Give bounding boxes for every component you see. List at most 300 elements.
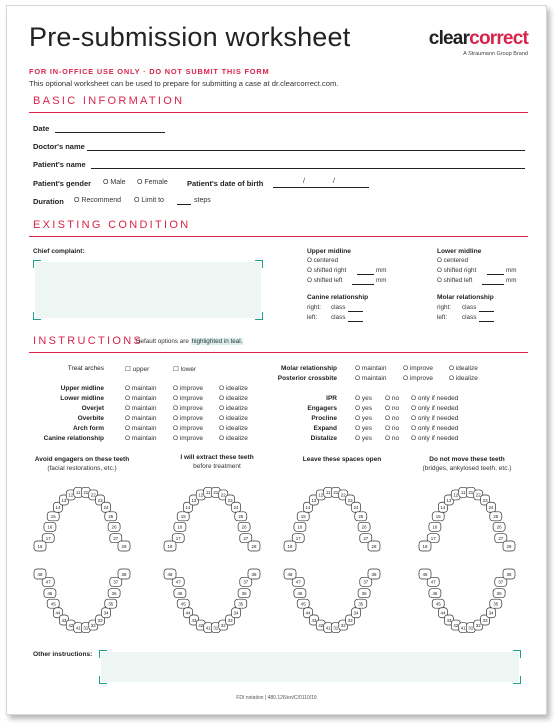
tooth-number: 35	[358, 601, 364, 607]
chart1-title: Avoid engagers on these teeth	[34, 456, 130, 463]
tooth-number: 11	[205, 490, 211, 496]
lower-left-mm: mm	[506, 277, 517, 284]
tooth-number: 44	[55, 610, 61, 616]
molar-improve-radio[interactable]: O improve	[403, 365, 433, 372]
tooth-number: 14	[305, 505, 311, 511]
tooth-number: 47	[295, 579, 301, 585]
tooth-number: 28	[121, 543, 127, 549]
tooth-46[interactable]	[429, 589, 441, 598]
tooth-number: 42	[198, 622, 204, 628]
tooth-number: 21	[468, 490, 474, 496]
chief-complaint-label: Chief complaint:	[33, 248, 85, 255]
tooth-number: 34	[233, 610, 239, 616]
posterior-crossbite-label: Posterior crossbite	[277, 375, 337, 382]
tooth-24[interactable]	[102, 502, 111, 512]
tooth-number: 47	[175, 579, 181, 585]
tooth-48[interactable]	[34, 569, 46, 579]
no-radio[interactable]: O no	[385, 395, 400, 402]
tooth-number: 43	[191, 617, 197, 623]
tooth-number: 32	[475, 622, 481, 628]
molar-relationship-heading: Molar relationship	[437, 294, 494, 301]
tooth-45[interactable]	[177, 599, 189, 608]
tooth-number: 45	[180, 601, 186, 607]
tooth-number: 14	[185, 505, 191, 511]
gender-male-radio[interactable]: O Male	[103, 179, 126, 186]
yes-radio[interactable]: O yes	[355, 395, 372, 402]
lower-left-mm-field[interactable]	[482, 284, 504, 285]
tooth-number: 46	[432, 590, 438, 596]
canine-left-class: class	[331, 314, 346, 321]
tooth-number: 18	[167, 543, 173, 549]
tooth-number: 46	[177, 590, 183, 596]
no-radio[interactable]: O no	[385, 415, 400, 422]
dob-slash-2: /	[333, 178, 335, 185]
tooth-number: 33	[482, 617, 488, 623]
tooth-number: 26	[111, 524, 117, 530]
tooth-number: 42	[318, 622, 324, 628]
tooth-36[interactable]	[108, 589, 120, 598]
molar-left-class: class	[462, 314, 477, 321]
tooth-36[interactable]	[493, 589, 505, 598]
tooth-number: 22	[220, 492, 226, 498]
tooth-number: 23	[97, 497, 103, 503]
tooth-number: 27	[243, 535, 249, 541]
tooth-28[interactable]	[118, 541, 130, 551]
doctor-name-label: Doctor's name	[33, 142, 85, 151]
tooth-15[interactable]	[177, 512, 189, 521]
molar-left-label: left:	[437, 314, 448, 321]
chart2-title: I will extract these teeth	[180, 454, 254, 461]
canine-right-class: class	[331, 304, 346, 311]
tooth-number: 31	[83, 625, 89, 631]
chart2-subtitle: before treatment	[193, 463, 241, 470]
yes-radio[interactable]: O yes	[355, 435, 372, 442]
upper-right-mm-field[interactable]	[357, 274, 374, 275]
tooth-number: 31	[468, 625, 474, 631]
instructions-heading: INSTRUCTIONS	[33, 335, 144, 347]
molar-right-field[interactable]	[479, 311, 494, 312]
tooth-24[interactable]	[352, 502, 361, 512]
tooth-number: 38	[371, 571, 377, 577]
left-row-label: Upper midline	[60, 385, 104, 392]
tooth-number: 48	[287, 571, 293, 577]
tooth-number: 37	[113, 579, 119, 585]
maintain-radio[interactable]: O maintain	[125, 395, 157, 402]
tooth-number: 33	[347, 617, 353, 623]
tooth-number: 35	[108, 601, 114, 607]
tooth-number: 47	[45, 579, 51, 585]
tooth-38[interactable]	[368, 569, 380, 579]
tooth-34[interactable]	[352, 608, 361, 618]
tooth-15[interactable]	[47, 512, 59, 521]
tooth-number: 27	[498, 535, 504, 541]
other-instructions-label: Other instructions:	[33, 651, 93, 658]
tooth-number: 21	[333, 490, 339, 496]
tooth-number: 22	[475, 492, 481, 498]
left-row-label: Canine relationship	[43, 435, 104, 442]
left-row-label: Lower midline	[60, 395, 104, 402]
instructions-note-text: Default options are	[136, 338, 191, 345]
treat-arches-label: Treat arches	[67, 365, 104, 372]
tooth-34[interactable]	[487, 608, 496, 618]
duration-steps-label: steps	[194, 197, 211, 204]
tooth-number: 37	[363, 579, 369, 585]
tooth-number: 43	[311, 617, 317, 623]
tooth-number: 16	[177, 524, 183, 530]
tooth-number: 18	[287, 543, 293, 549]
tooth-38[interactable]	[248, 569, 260, 579]
tooth-number: 25	[358, 514, 364, 520]
tooth-number: 17	[295, 535, 301, 541]
tooth-number: 48	[167, 571, 173, 577]
tooth-number: 12	[453, 492, 459, 498]
tooth-number: 36	[361, 590, 367, 596]
improve-radio[interactable]: O improve	[173, 385, 203, 392]
tooth-number: 28	[506, 543, 512, 549]
chart1-caption	[27, 455, 137, 473]
date-label: Date	[33, 124, 50, 133]
tooth-25[interactable]	[105, 512, 117, 521]
posterior-maintain-radio[interactable]: O maintain	[355, 375, 387, 382]
chart4-subtitle: (bridges, ankylosed teeth, etc.)	[422, 465, 512, 472]
chart3-caption	[287, 455, 397, 464]
tooth-25[interactable]	[355, 512, 367, 521]
tooth-number: 16	[47, 524, 53, 530]
only-radio[interactable]: O only if needed	[411, 425, 459, 432]
tooth-45[interactable]	[297, 599, 309, 608]
tooth-chart-1	[27, 480, 137, 640]
tooth-number: 41	[75, 625, 81, 631]
duration-label: Duration	[33, 197, 64, 206]
idealize-radio[interactable]: O idealize	[219, 385, 248, 392]
tooth-number: 38	[506, 571, 512, 577]
tooth-number: 24	[488, 505, 494, 511]
patient-gender-label: Patient's gender	[33, 179, 92, 188]
maintain-radio[interactable]: O maintain	[125, 405, 157, 412]
tooth-number: 11	[460, 490, 466, 496]
tooth-number: 48	[37, 571, 43, 577]
tooth-chart-2	[157, 480, 267, 640]
improve-radio[interactable]: O improve	[173, 405, 203, 412]
improve-radio[interactable]: O improve	[173, 435, 203, 442]
doctor-name-field[interactable]	[87, 150, 525, 151]
tooth-number: 14	[440, 505, 446, 511]
right-row-label: Distalize	[310, 435, 337, 442]
duration-recommend-radio[interactable]: O Recommend	[74, 197, 122, 204]
treat-lower-checkbox[interactable]: ☐ lower	[173, 366, 197, 373]
chief-complaint-box[interactable]	[35, 262, 261, 318]
yes-radio[interactable]: O yes	[355, 405, 372, 412]
tooth-36[interactable]	[358, 589, 370, 598]
tooth-18[interactable]	[284, 541, 296, 551]
improve-radio[interactable]: O improve	[173, 425, 203, 432]
tooth-number: 42	[453, 622, 459, 628]
molar-instruction-label: Molar relationship	[281, 365, 337, 372]
tooth-35[interactable]	[355, 599, 367, 608]
tooth-26[interactable]	[358, 522, 370, 531]
treat-upper-checkbox[interactable]: ☐ upper	[125, 366, 150, 373]
patient-name-label: Patient's name	[33, 160, 86, 169]
tooth-number: 34	[353, 610, 359, 616]
instructions-note	[136, 338, 243, 345]
tooth-16[interactable]	[294, 522, 306, 531]
idealize-radio[interactable]: O idealize	[219, 405, 248, 412]
tooth-number: 21	[83, 490, 89, 496]
posterior-idealize-radio[interactable]: O idealize	[449, 375, 478, 382]
tooth-28[interactable]	[503, 541, 515, 551]
tooth-46[interactable]	[174, 589, 186, 598]
lower-shifted-right-radio[interactable]: O shifted right	[437, 267, 477, 274]
tooth-35[interactable]	[105, 599, 117, 608]
tooth-number: 47	[430, 579, 436, 585]
tooth-number: 23	[227, 497, 233, 503]
tooth-45[interactable]	[47, 599, 59, 608]
tooth-number: 12	[318, 492, 324, 498]
tooth-number: 46	[47, 590, 53, 596]
tooth-number: 37	[498, 579, 504, 585]
logo-word-2: correct	[469, 28, 528, 49]
tooth-number: 31	[333, 625, 339, 631]
idealize-radio[interactable]: O idealize	[219, 425, 248, 432]
canine-left-label: left:	[307, 314, 318, 321]
tooth-16[interactable]	[44, 522, 56, 531]
logo-subtitle: A Straumann Group Brand	[463, 51, 528, 57]
tooth-number: 17	[175, 535, 181, 541]
upper-midline-heading: Upper midline	[307, 248, 351, 255]
tooth-number: 45	[300, 601, 306, 607]
tooth-15[interactable]	[432, 512, 444, 521]
tooth-46[interactable]	[44, 589, 56, 598]
tooth-number: 44	[440, 610, 446, 616]
tooth-number: 33	[227, 617, 233, 623]
tooth-number: 16	[297, 524, 303, 530]
tooth-number: 43	[61, 617, 67, 623]
tooth-number: 16	[432, 524, 438, 530]
tooth-25[interactable]	[235, 512, 247, 521]
tooth-number: 48	[422, 571, 428, 577]
tooth-number: 15	[300, 514, 306, 520]
basic-rule	[29, 112, 528, 113]
tooth-number: 23	[347, 497, 353, 503]
chart3-title: Leave these spaces open	[302, 456, 382, 463]
only-radio[interactable]: O only if needed	[411, 395, 459, 402]
tooth-number: 13	[446, 497, 452, 503]
tooth-number: 45	[435, 601, 441, 607]
maintain-radio[interactable]: O maintain	[125, 415, 157, 422]
tooth-number: 14	[55, 505, 61, 511]
tooth-number: 24	[233, 505, 239, 511]
office-use-warning: FOR IN-OFFICE USE ONLY · DO NOT SUBMIT THIS FORM	[29, 67, 270, 76]
right-row-label: Expand	[313, 425, 337, 432]
tooth-number: 17	[430, 535, 436, 541]
maintain-radio[interactable]: O maintain	[125, 435, 157, 442]
tooth-number: 13	[311, 497, 317, 503]
upper-shifted-right-radio[interactable]: O shifted right	[307, 267, 347, 274]
tooth-28[interactable]	[248, 541, 260, 551]
basic-information-heading: BASIC INFORMATION	[33, 95, 185, 107]
upper-shifted-left-radio[interactable]: O shifted left	[307, 277, 343, 284]
tooth-number: 34	[103, 610, 109, 616]
tooth-34[interactable]	[232, 608, 241, 618]
tooth-25[interactable]	[490, 512, 502, 521]
tooth-number: 43	[446, 617, 452, 623]
posterior-improve-radio[interactable]: O improve	[403, 375, 433, 382]
tooth-number: 13	[61, 497, 67, 503]
only-radio[interactable]: O only if needed	[411, 415, 459, 422]
tooth-number: 27	[113, 535, 119, 541]
maintain-radio[interactable]: O maintain	[125, 385, 157, 392]
duration-limit-radio[interactable]: O Limit to	[134, 197, 164, 204]
tooth-48[interactable]	[164, 569, 176, 579]
tooth-number: 41	[460, 625, 466, 631]
right-row-label: Engagers	[307, 405, 337, 412]
upper-left-mm-field[interactable]	[352, 284, 374, 285]
lower-right-mm-field[interactable]	[487, 274, 504, 275]
tooth-number: 35	[238, 601, 244, 607]
tooth-number: 23	[482, 497, 488, 503]
right-row-label: IPR	[326, 395, 337, 402]
tooth-number: 44	[185, 610, 191, 616]
tooth-number: 26	[241, 524, 247, 530]
chart4-caption	[407, 455, 527, 473]
no-radio[interactable]: O no	[385, 405, 400, 412]
tooth-number: 38	[251, 571, 257, 577]
tooth-24[interactable]	[232, 502, 241, 512]
tooth-35[interactable]	[490, 599, 502, 608]
logo-word-1: clear	[428, 28, 470, 49]
tooth-35[interactable]	[235, 599, 247, 608]
tooth-number: 15	[180, 514, 186, 520]
tooth-48[interactable]	[419, 569, 431, 579]
idealize-radio[interactable]: O idealize	[219, 435, 248, 442]
existing-condition-heading: EXISTING CONDITION	[33, 219, 191, 231]
treat-upper-label: upper	[132, 366, 150, 373]
chart1-subtitle: (facial restorations, etc.)	[47, 465, 117, 472]
left-row-label: Overjet	[81, 405, 104, 412]
molar-left-field[interactable]	[479, 321, 494, 322]
left-row-label: Arch form	[72, 425, 104, 432]
instructions-note-highlight: highlighted in teal.	[191, 338, 243, 345]
tooth-38[interactable]	[503, 569, 515, 579]
idealize-radio[interactable]: O idealize	[219, 415, 248, 422]
tooth-18[interactable]	[164, 541, 176, 551]
improve-radio[interactable]: O improve	[173, 395, 203, 402]
tooth-number: 25	[238, 514, 244, 520]
tooth-number: 33	[97, 617, 103, 623]
worksheet-page	[6, 5, 547, 715]
tooth-number: 32	[340, 622, 346, 628]
canine-right-label: right:	[307, 304, 321, 311]
lower-midline-heading: Lower midline	[437, 248, 482, 255]
tooth-26[interactable]	[493, 522, 505, 531]
tooth-26[interactable]	[108, 522, 120, 531]
chart4-title: Do not move these teeth	[429, 456, 505, 463]
tooth-number: 45	[50, 601, 56, 607]
dob-field[interactable]	[273, 187, 369, 188]
tooth-number: 21	[213, 490, 219, 496]
canine-relationship-heading: Canine relationship	[307, 294, 369, 301]
tooth-34[interactable]	[102, 608, 111, 618]
date-field[interactable]	[55, 132, 165, 133]
footer-notation: FDI notation | 480.126/en/C/0110/19	[236, 695, 317, 701]
tooth-45[interactable]	[432, 599, 444, 608]
tooth-16[interactable]	[174, 522, 186, 531]
lower-shifted-left-radio[interactable]: O shifted left	[437, 277, 473, 284]
tooth-number: 28	[371, 543, 377, 549]
no-radio[interactable]: O no	[385, 425, 400, 432]
tooth-18[interactable]	[419, 541, 431, 551]
tooth-number: 31	[213, 625, 219, 631]
dob-label: Patient's date of birth	[187, 179, 264, 188]
tooth-38[interactable]	[118, 569, 130, 579]
tooth-number: 32	[220, 622, 226, 628]
dob-slash-1: /	[303, 178, 305, 185]
duration-steps-field[interactable]	[177, 204, 191, 205]
tooth-48[interactable]	[284, 569, 296, 579]
tooth-number: 46	[297, 590, 303, 596]
other-instructions-box[interactable]	[101, 652, 519, 682]
molar-maintain-radio[interactable]: O maintain	[355, 365, 387, 372]
tooth-number: 42	[68, 622, 74, 628]
tooth-number: 12	[68, 492, 74, 498]
tooth-28[interactable]	[368, 541, 380, 551]
yes-radio[interactable]: O yes	[355, 425, 372, 432]
tooth-number: 32	[90, 622, 96, 628]
tooth-chart-3	[277, 480, 387, 640]
idealize-radio[interactable]: O idealize	[219, 395, 248, 402]
tooth-15[interactable]	[297, 512, 309, 521]
tooth-number: 41	[205, 625, 211, 631]
tooth-number: 15	[435, 514, 441, 520]
brand-logo	[429, 28, 528, 57]
only-radio[interactable]: O only if needed	[411, 435, 459, 442]
treat-lower-label: lower	[180, 366, 197, 373]
chart2-caption	[162, 453, 272, 471]
tooth-26[interactable]	[238, 522, 250, 531]
no-radio[interactable]: O no	[385, 435, 400, 442]
tooth-24[interactable]	[487, 502, 496, 512]
tooth-46[interactable]	[294, 589, 306, 598]
tooth-number: 12	[198, 492, 204, 498]
molar-idealize-radio[interactable]: O idealize	[449, 365, 478, 372]
tooth-number: 13	[191, 497, 197, 503]
lower-centered-radio[interactable]: O centered	[437, 257, 469, 264]
yes-radio[interactable]: O yes	[355, 415, 372, 422]
canine-left-field[interactable]	[348, 321, 363, 322]
tooth-number: 36	[111, 590, 117, 596]
tooth-chart-4	[412, 480, 522, 640]
tooth-number: 18	[37, 543, 43, 549]
tooth-number: 26	[361, 524, 367, 530]
tooth-number: 25	[493, 514, 499, 520]
upper-left-mm: mm	[376, 277, 387, 284]
patient-name-field[interactable]	[91, 168, 525, 169]
instructions-rule	[29, 352, 528, 353]
only-radio[interactable]: O only if needed	[411, 405, 459, 412]
canine-right-field[interactable]	[348, 311, 363, 312]
tooth-number: 35	[493, 601, 499, 607]
tooth-number: 22	[90, 492, 96, 498]
upper-centered-radio[interactable]: O centered	[307, 257, 339, 264]
improve-radio[interactable]: O improve	[173, 415, 203, 422]
tooth-36[interactable]	[238, 589, 250, 598]
tooth-number: 18	[422, 543, 428, 549]
gender-female-radio[interactable]: O Female	[137, 179, 168, 186]
tooth-16[interactable]	[429, 522, 441, 531]
maintain-radio[interactable]: O maintain	[125, 425, 157, 432]
tooth-18[interactable]	[34, 541, 46, 551]
tooth-number: 28	[251, 543, 257, 549]
